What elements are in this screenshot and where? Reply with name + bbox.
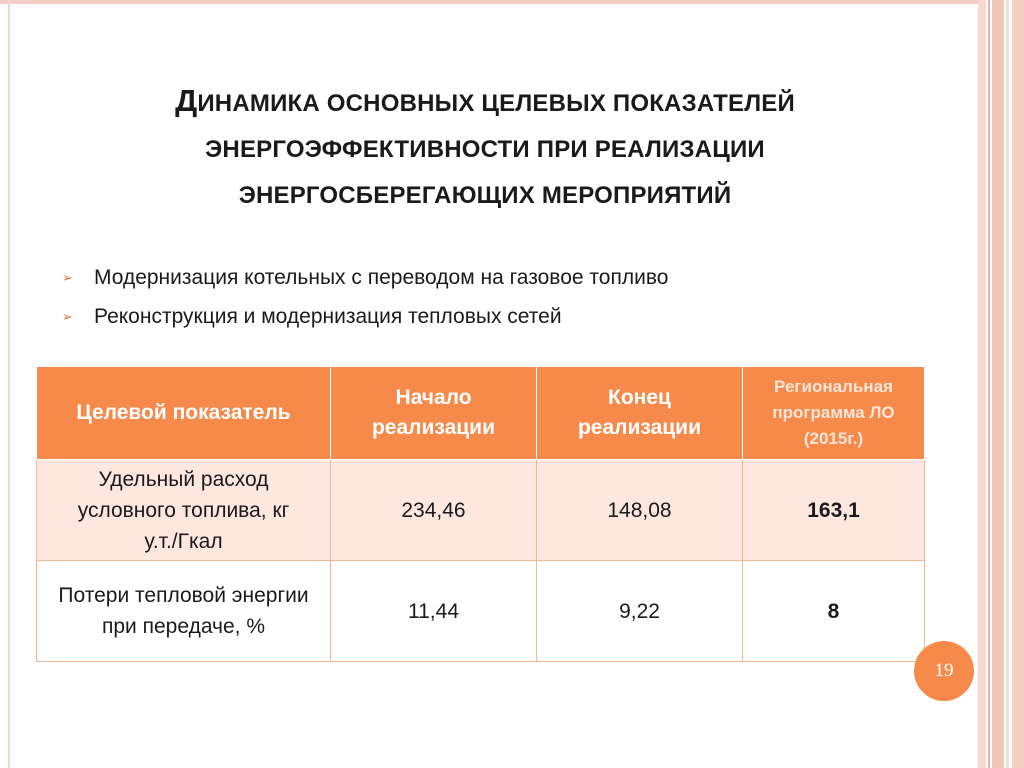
- bullet-list: [62, 258, 862, 336]
- bullet-text: Модернизация котельных с переводом на газовое топливо: [94, 265, 669, 289]
- right-decor-stripe: [988, 0, 990, 768]
- title-line-3: ЭНЕРГОСБЕРЕГАЮЩИХ МЕРОПРИЯТИЙ: [238, 182, 732, 209]
- cell-regional: 8: [743, 561, 925, 662]
- table-row: [37, 460, 925, 561]
- cell-indicator: [37, 460, 331, 561]
- table-header-row: [37, 367, 925, 460]
- title-line-1: [120, 78, 850, 127]
- header-regional: [743, 367, 925, 460]
- arrow-bullet-icon: ➢: [62, 308, 73, 324]
- title-line-1-text: ИНАМИКА ОСНОВНЫХ ЦЕЛЕВЫХ ПОКАЗАТЕЛЕЙ: [197, 90, 795, 117]
- header-indicator-text: Целевой показатель: [76, 401, 291, 424]
- header-end: [537, 367, 743, 460]
- bullet-item: [62, 258, 862, 297]
- top-decor-line: [0, 0, 978, 4]
- cell-indicator-text: Потери тепловой энергии при передаче, %: [58, 584, 309, 638]
- right-decor-stripe: [1012, 0, 1024, 768]
- header-indicator: [37, 367, 331, 460]
- cell-start: 11,44: [331, 561, 537, 662]
- header-end-text: Конец реализации: [577, 386, 701, 439]
- table-row: [37, 561, 925, 662]
- page-number: 19: [934, 660, 954, 681]
- right-decor-stripe: [978, 0, 986, 768]
- bullet-text: Реконструкция и модернизация тепловых сетей: [94, 304, 562, 328]
- header-regional-text: Региональная программа ЛО (2015г.): [772, 377, 895, 448]
- cell-indicator: [37, 561, 331, 662]
- header-start-text: Начало реализации: [371, 386, 495, 439]
- title-line-2: ЭНЕРГОЭФФЕКТИВНОСТИ ПРИ РЕАЛИЗАЦИИ: [205, 136, 765, 163]
- header-start: [331, 367, 537, 460]
- left-decor-line: [8, 0, 10, 768]
- page-number-badge: [914, 641, 974, 701]
- cell-end: 148,08: [537, 460, 743, 561]
- cell-regional: 163,1: [743, 460, 925, 561]
- bullet-item: [62, 297, 862, 336]
- arrow-bullet-icon: ➢: [62, 269, 73, 285]
- right-decor-stripe: [1006, 0, 1009, 768]
- title-first-letter: Д: [175, 83, 198, 118]
- cell-end: 9,22: [537, 561, 743, 662]
- indicators-table: [36, 366, 925, 662]
- cell-start: 234,46: [331, 460, 537, 561]
- right-decor-stripe: [992, 0, 1004, 768]
- cell-indicator-text: Удельный расход условного топлива, кг у.т./Гкал: [77, 467, 290, 553]
- slide-title: [120, 78, 850, 219]
